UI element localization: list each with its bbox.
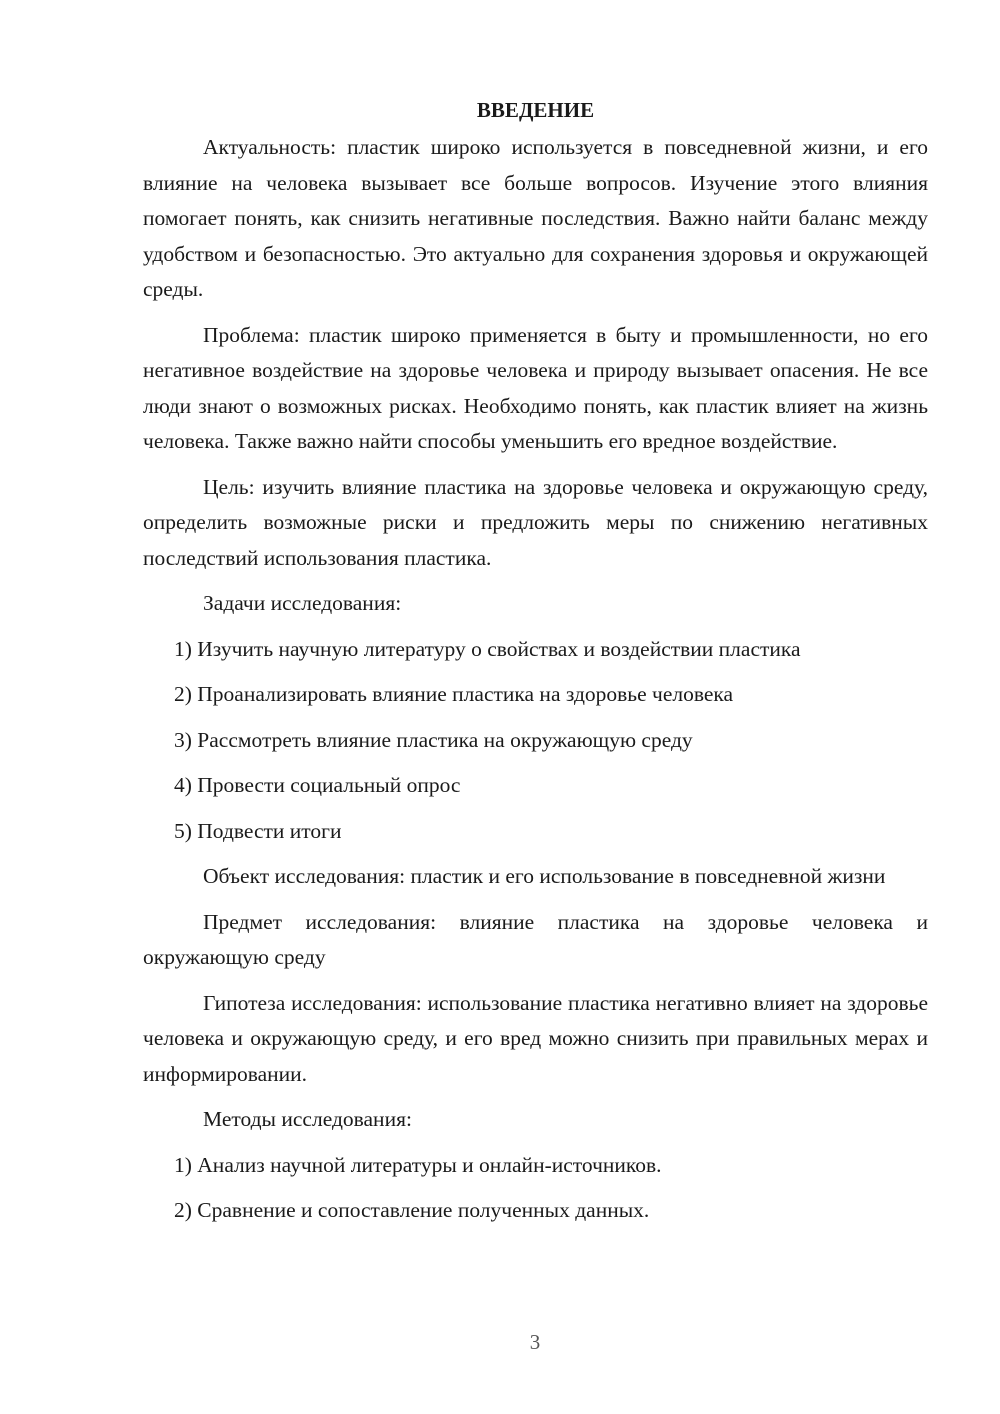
subject-paragraph: Предмет исследования: влияние пластика на здоровье человека и окружающую среду xyxy=(143,909,928,969)
methods-title: Методы исследования: xyxy=(203,1107,412,1131)
relevance-paragraph: Актуальность: пластик широко используется в повседневной жизни, и его влияние на человека вызывает все больше вопросов. Изучение этого влияния помогает понять, как снизить негативные последствия. Важно найти баланс между удобством и безопасностью. Это актуально для сохранения здоровья и окружающей среды. xyxy=(143,135,928,301)
list-item: 4) Провести социальный опрос xyxy=(174,773,461,797)
page-number: 3 xyxy=(529,1330,541,1354)
list-item: 5) Подвести итоги xyxy=(174,818,342,843)
tasks-title: Задачи исследования: xyxy=(203,591,402,615)
tasks-list xyxy=(143,632,928,850)
list-item: 3) Рассмотреть влияние пластика на окружающую среду xyxy=(174,727,693,752)
list-item: 2) Проанализировать влияние пластика на здоровье человека xyxy=(174,682,734,706)
problem-paragraph: Проблема: пластик широко применяется в быту и промышленности, но его негативное воздействие на здоровье человека и природу вызывает опасения. Не все люди знают о возможных рисках. Необходимо понять, как пластик влияет на жизнь человека. Также важно найти способы уменьшить его вредное воздействие. xyxy=(143,322,928,453)
page-title: ВВЕДЕНИЕ xyxy=(476,98,595,122)
methods-list xyxy=(143,1148,928,1229)
document-page xyxy=(143,95,928,1239)
hypothesis-paragraph: Гипотеза исследования: использование пластика негативно влияет на здоровье человека и окружающую среду, и его вред можно снизить при правильных мерах и информировании. xyxy=(143,990,928,1086)
list-item: 2) Сравнение и сопоставление полученных данных. xyxy=(174,1198,650,1222)
object-paragraph: Объект исследования: пластик и его использование в повседневной жизни xyxy=(203,864,886,888)
list-item: 1) Анализ научной литературы и онлайн-источников. xyxy=(174,1152,662,1177)
list-item: 1) Изучить научную литературу о свойствах и воздействии пластика xyxy=(174,636,801,661)
goal-paragraph: Цель: изучить влияние пластика на здоровье человека и окружающую среду, определить возможные риски и предложить меры по снижению негативных последствий использования пластика. xyxy=(143,474,928,570)
